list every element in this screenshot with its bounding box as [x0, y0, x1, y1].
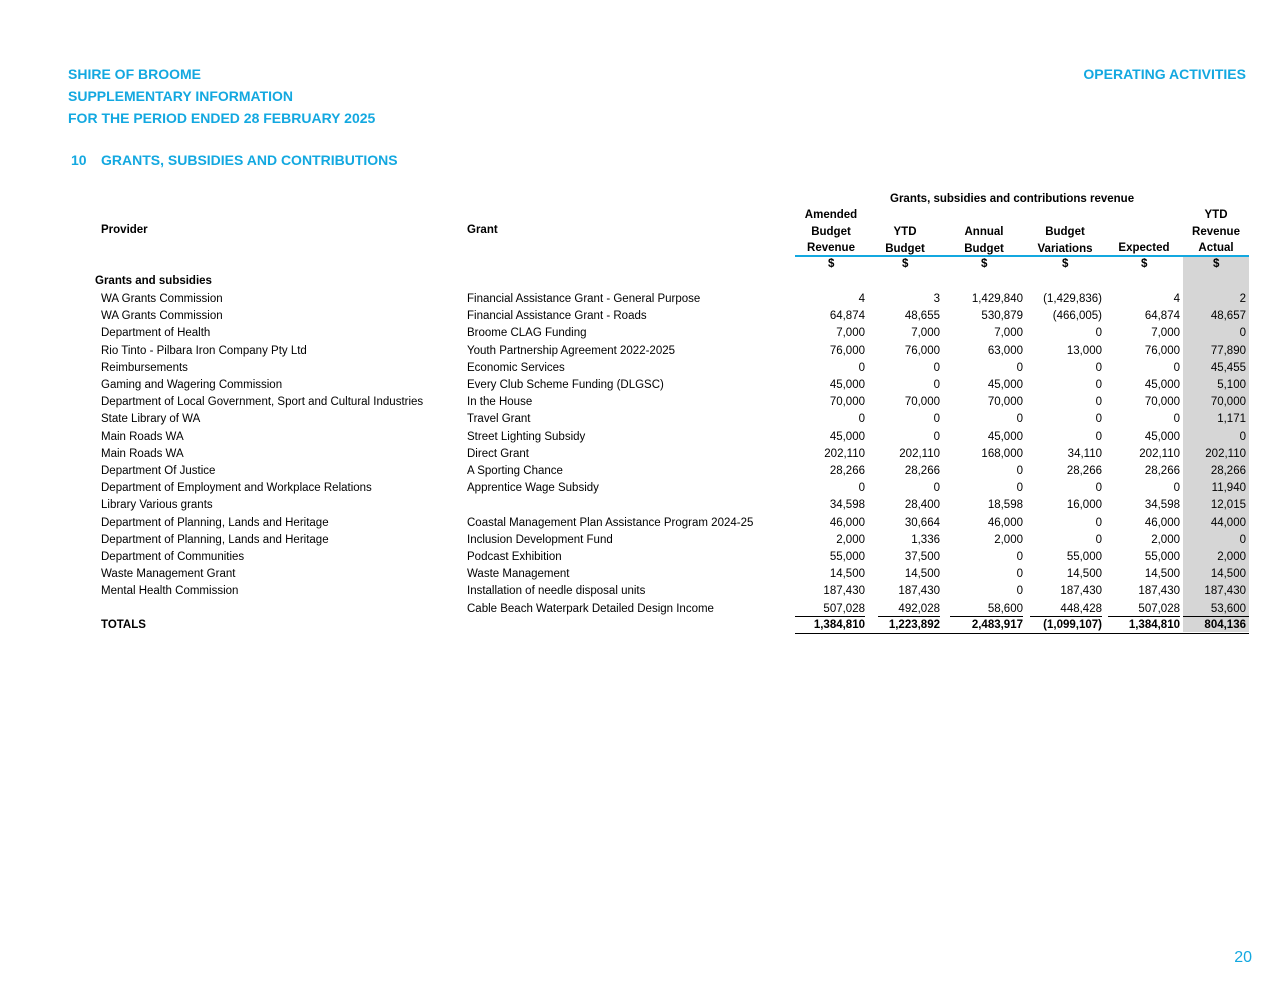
amended-budget-cell: 2,000: [836, 533, 865, 546]
total-budget-variations: (1,099,107): [1043, 619, 1102, 631]
provider-cell: Rio Tinto - Pilbara Iron Company Pty Ltd: [101, 344, 307, 357]
ytd-actual-cell: 2: [1239, 293, 1246, 305]
col-header-budget-variations: Budget Variations: [1037, 226, 1093, 255]
amended-budget-cell: 7,000: [836, 327, 865, 340]
table-row: [0, 411, 1270, 428]
budget-variations-cell: 448,428: [1060, 602, 1102, 615]
expected-cell: 2,000: [1151, 533, 1180, 546]
grant-cell: Broome CLAG Funding: [467, 327, 587, 340]
budget-variations-cell: 55,000: [1066, 551, 1102, 563]
ytd-actual-cell: 12,015: [1210, 499, 1246, 512]
expected-cell: 28,266: [1144, 465, 1180, 477]
budget-variations-cell: 0: [1095, 361, 1102, 374]
annual-budget-cell: 0: [1016, 551, 1023, 563]
annual-budget-cell: 0: [1016, 585, 1023, 598]
annual-budget-cell: 45,000: [987, 379, 1023, 391]
page-number: 20: [1234, 949, 1252, 966]
budget-variations-cell: 0: [1095, 482, 1102, 495]
table-row: [0, 463, 1270, 480]
unit-expected: $: [1141, 258, 1148, 270]
amended-budget-cell: 76,000: [829, 344, 865, 357]
expected-cell: 46,000: [1144, 516, 1180, 529]
budget-variations-cell: 14,500: [1066, 568, 1102, 581]
expected-cell: 45,000: [1144, 379, 1180, 391]
total-ytd-actual: 804,136: [1204, 619, 1246, 631]
unit-annual-budget: $: [981, 258, 988, 270]
ytd-actual-cell: 28,266: [1210, 465, 1246, 477]
total-expected: 1,384,810: [1128, 619, 1180, 631]
totals-label: TOTALS: [101, 619, 146, 631]
report-entity: SHIRE OF BROOME: [68, 66, 202, 82]
ytd-actual-cell: 0: [1239, 533, 1246, 546]
annual-budget-cell: 168,000: [981, 447, 1023, 460]
unit-budget-variations: $: [1062, 258, 1069, 270]
expected-cell: 45,000: [1144, 430, 1180, 443]
expected-cell: 0: [1173, 413, 1180, 426]
grant-cell: Podcast Exhibition: [467, 551, 562, 563]
report-section: OPERATING ACTIVITIES: [1083, 66, 1246, 82]
annual-budget-cell: 18,598: [987, 499, 1023, 512]
table-row: [0, 325, 1270, 342]
ytd-actual-cell: 48,657: [1210, 310, 1246, 323]
grant-cell: Every Club Scheme Funding (DLGSC): [467, 379, 664, 391]
annual-budget-cell: 0: [1016, 482, 1023, 495]
provider-cell: Department of Employment and Workplace Relations: [101, 482, 372, 495]
expected-cell: 187,430: [1138, 585, 1180, 598]
grant-cell: Financial Assistance Grant - General Purpose: [467, 293, 701, 305]
ytd-budget-cell: 0: [933, 361, 940, 374]
col-header-ytd-actual: YTD Revenue Actual: [1192, 209, 1240, 254]
expected-cell: 70,000: [1144, 396, 1180, 409]
provider-cell: Mental Health Commission: [101, 585, 239, 598]
amended-budget-cell: 55,000: [829, 551, 865, 563]
amended-budget-cell: 34,598: [829, 499, 865, 512]
provider-cell: WA Grants Commission: [101, 293, 223, 305]
ytd-budget-cell: 3: [933, 293, 940, 305]
ytd-budget-cell: 202,110: [899, 447, 940, 460]
ytd-actual-cell: 44,000: [1210, 516, 1246, 529]
provider-cell: Department of Communities: [101, 551, 245, 563]
col-header-amended-budget: Amended Budget Revenue: [804, 209, 858, 254]
total-underline: [795, 633, 1249, 634]
budget-variations-cell: 0: [1095, 516, 1102, 529]
expected-cell: 64,874: [1144, 310, 1180, 323]
expected-cell: 7,000: [1151, 327, 1180, 340]
ytd-budget-cell: 0: [933, 430, 940, 443]
annual-budget-cell: 7,000: [994, 327, 1023, 340]
ytd-actual-cell: 11,940: [1211, 482, 1246, 495]
amended-budget-cell: 0: [858, 361, 865, 374]
ytd-budget-cell: 28,400: [904, 499, 940, 512]
expected-cell: 55,000: [1144, 551, 1180, 563]
expected-cell: 0: [1173, 361, 1180, 374]
group-header: Grants, subsidies and contributions revenue: [890, 193, 1135, 205]
ytd-actual-cell: 70,000: [1210, 396, 1246, 409]
budget-variations-cell: (1,429,836): [1043, 293, 1102, 305]
ytd-budget-cell: 7,000: [911, 327, 940, 340]
amended-budget-cell: 45,000: [829, 430, 865, 443]
provider-cell: Gaming and Wagering Commission: [101, 379, 283, 391]
annual-budget-cell: 530,879: [981, 310, 1023, 323]
ytd-actual-cell: 5,100: [1217, 379, 1246, 391]
provider-cell: Library Various grants: [101, 499, 213, 512]
provider-cell: Reimbursements: [101, 361, 188, 374]
annual-budget-cell: 58,600: [987, 602, 1023, 615]
budget-variations-cell: 13,000: [1066, 344, 1102, 357]
ytd-budget-cell: 48,655: [904, 310, 940, 323]
report-subtitle: SUPPLEMENTARY INFORMATION: [68, 88, 294, 104]
unit-ytd-actual: $: [1213, 258, 1220, 270]
grant-cell: A Sporting Chance: [467, 465, 563, 477]
provider-cell: Main Roads WA: [101, 430, 184, 443]
annual-budget-cell: 0: [1016, 568, 1023, 581]
ytd-budget-cell: 30,664: [904, 516, 940, 529]
table-row: [0, 429, 1270, 446]
ytd-actual-cell: 0: [1239, 430, 1246, 443]
ytd-actual-cell: 0: [1239, 327, 1246, 340]
expected-cell: 507,028: [1138, 602, 1180, 615]
table-row: [0, 532, 1270, 549]
annual-budget-cell: 2,000: [994, 533, 1023, 546]
table-row: [0, 394, 1270, 411]
grant-cell: Inclusion Development Fund: [467, 533, 613, 546]
annual-budget-cell: 46,000: [987, 516, 1023, 529]
table-row: [0, 583, 1270, 600]
totals-row: [0, 617, 1270, 634]
table-row: [0, 343, 1270, 360]
grant-cell: Installation of needle disposal units: [467, 585, 646, 598]
table-row: [0, 308, 1270, 325]
ytd-actual-cell: 202,110: [1205, 447, 1246, 460]
note-number: 10: [71, 152, 87, 168]
grant-cell: Direct Grant: [467, 447, 529, 460]
grant-cell: Cable Beach Waterpark Detailed Design Income: [467, 602, 714, 615]
annual-budget-cell: 45,000: [987, 430, 1023, 443]
budget-variations-cell: 0: [1095, 327, 1102, 340]
amended-budget-cell: 46,000: [829, 516, 865, 529]
ytd-budget-cell: 37,500: [904, 551, 940, 563]
report-period: FOR THE PERIOD ENDED 28 FEBRUARY 2025: [68, 110, 376, 126]
budget-variations-cell: 0: [1095, 379, 1102, 391]
unit-ytd-budget: $: [902, 258, 909, 270]
amended-budget-cell: 28,266: [829, 465, 865, 477]
budget-variations-cell: 28,266: [1066, 465, 1102, 477]
expected-cell: 0: [1173, 482, 1180, 495]
total-amended-budget: 1,384,810: [813, 619, 865, 631]
annual-budget-cell: 1,429,840: [971, 293, 1023, 305]
unit-amended-budget: $: [828, 258, 835, 270]
ytd-actual-cell: 187,430: [1204, 585, 1246, 598]
budget-variations-cell: 0: [1095, 413, 1102, 426]
table-row: [0, 377, 1270, 394]
table-row: [0, 446, 1270, 463]
table-row: [0, 291, 1270, 308]
provider-cell: Department of Local Government, Sport and Cultural Industries: [101, 396, 424, 409]
annual-budget-cell: 63,000: [987, 344, 1023, 357]
ytd-budget-cell: 0: [933, 379, 940, 391]
col-header-ytd-budget: YTD Budget: [885, 226, 925, 255]
col-header-annual-budget: Annual Budget: [964, 226, 1004, 255]
header-rule: [795, 255, 1249, 257]
amended-budget-cell: 64,874: [829, 310, 865, 323]
provider-cell: WA Grants Commission: [101, 310, 223, 323]
grant-cell: Coastal Management Plan Assistance Program 2024-25: [467, 516, 754, 529]
table-row: [0, 497, 1270, 514]
budget-variations-cell: 187,430: [1060, 585, 1102, 598]
ytd-budget-cell: 492,028: [898, 602, 940, 615]
grant-header: Grant: [467, 224, 498, 236]
expected-cell: 202,110: [1139, 447, 1180, 460]
amended-budget-cell: 187,430: [823, 585, 865, 598]
amended-budget-cell: 14,500: [829, 568, 865, 581]
provider-cell: State Library of WA: [101, 413, 201, 426]
provider-cell: Department of Planning, Lands and Heritage: [101, 533, 329, 546]
grant-cell: Economic Services: [467, 361, 565, 374]
amended-budget-cell: 70,000: [829, 396, 865, 409]
amended-budget-cell: 0: [858, 482, 865, 495]
table-row: [0, 480, 1270, 497]
ytd-budget-cell: 1,336: [911, 533, 940, 546]
section-label: Grants and subsidies: [95, 275, 212, 287]
provider-cell: Department Of Justice: [101, 465, 216, 477]
grant-cell: Waste Management: [467, 568, 570, 581]
ytd-actual-cell: 14,500: [1210, 568, 1246, 581]
budget-variations-cell: 0: [1095, 430, 1102, 443]
amended-budget-cell: 202,110: [824, 447, 865, 460]
note-heading: [68, 152, 398, 168]
table-row: [0, 566, 1270, 583]
grant-cell: In the House: [467, 396, 533, 409]
expected-cell: 34,598: [1144, 499, 1180, 512]
grant-cell: Apprentice Wage Subsidy: [467, 482, 599, 495]
provider-header: Provider: [101, 224, 148, 236]
annual-budget-cell: 0: [1016, 465, 1023, 477]
budget-variations-cell: 0: [1095, 533, 1102, 546]
expected-cell: 14,500: [1144, 568, 1180, 581]
grant-cell: Youth Partnership Agreement 2022-2025: [467, 344, 676, 357]
ytd-budget-cell: 0: [933, 413, 940, 426]
provider-cell: Department of Health: [101, 327, 211, 340]
budget-variations-cell: 34,110: [1067, 447, 1102, 460]
total-ytd-budget: 1,223,892: [888, 619, 940, 631]
ytd-budget-cell: 76,000: [904, 344, 940, 357]
ytd-actual-cell: 53,600: [1210, 602, 1246, 615]
ytd-budget-cell: 14,500: [904, 568, 940, 581]
provider-cell: Main Roads WA: [101, 447, 184, 460]
amended-budget-cell: 45,000: [829, 379, 865, 391]
note-title: GRANTS, SUBSIDIES AND CONTRIBUTIONS: [101, 152, 398, 168]
ytd-actual-cell: 77,890: [1210, 344, 1246, 357]
annual-budget-cell: 70,000: [987, 396, 1023, 409]
grant-cell: Financial Assistance Grant - Roads: [467, 310, 647, 323]
budget-variations-cell: 0: [1095, 396, 1102, 409]
col-header-expected: Expected: [1118, 242, 1170, 254]
amended-budget-cell: 507,028: [823, 602, 865, 615]
table-row: [0, 360, 1270, 377]
budget-variations-cell: (466,005): [1052, 310, 1102, 323]
ytd-actual-cell: 1,171: [1217, 413, 1246, 426]
amended-budget-cell: 4: [858, 293, 865, 305]
expected-cell: 4: [1173, 293, 1180, 305]
ytd-budget-cell: 187,430: [898, 585, 940, 598]
expected-cell: 76,000: [1144, 344, 1180, 357]
budget-variations-cell: 16,000: [1066, 499, 1102, 512]
provider-cell: Waste Management Grant: [101, 568, 236, 581]
annual-budget-cell: 0: [1016, 413, 1023, 426]
table-row: [0, 549, 1270, 566]
ytd-actual-cell: 2,000: [1217, 551, 1246, 563]
ytd-budget-cell: 70,000: [904, 396, 940, 409]
ytd-budget-cell: 28,266: [904, 465, 940, 477]
provider-cell: Department of Planning, Lands and Heritage: [101, 516, 329, 529]
ytd-budget-cell: 0: [933, 482, 940, 495]
amended-budget-cell: 0: [858, 413, 865, 426]
table-row: [0, 515, 1270, 532]
total-annual-budget: 2,483,917: [971, 619, 1023, 631]
grant-cell: Travel Grant: [467, 413, 531, 426]
ytd-actual-cell: 45,455: [1210, 361, 1246, 374]
grant-cell: Street Lighting Subsidy: [467, 430, 586, 443]
annual-budget-cell: 0: [1016, 361, 1023, 374]
